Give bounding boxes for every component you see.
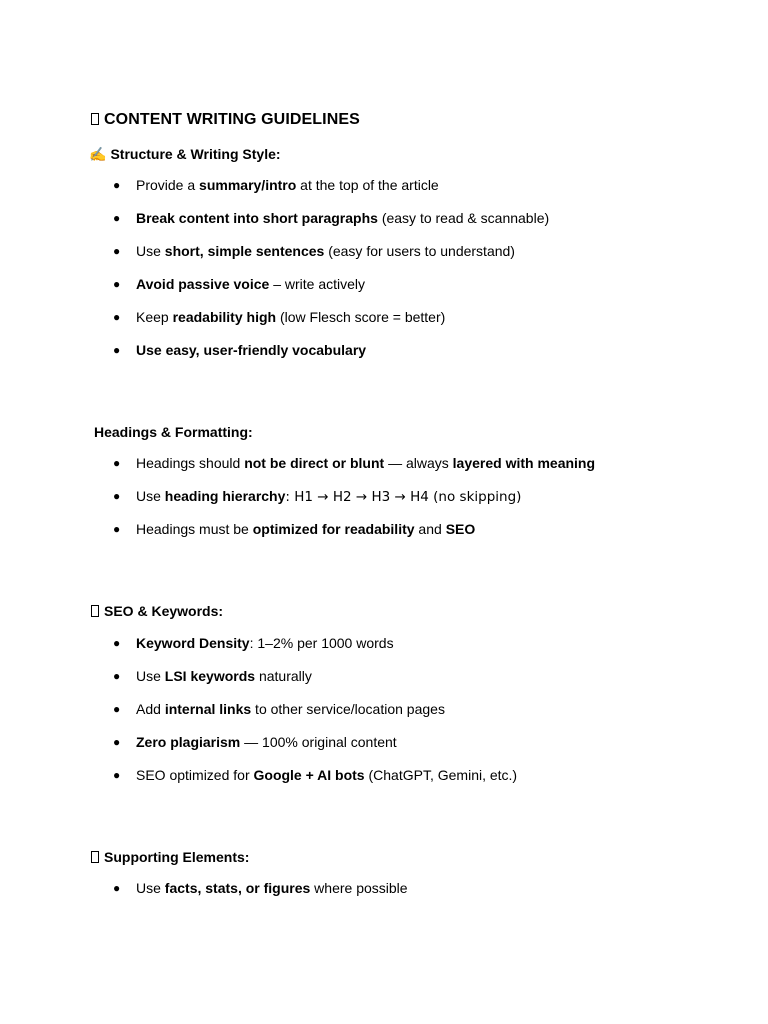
bold-text: LSI keywords <box>164 668 256 684</box>
bullet-icon: ● <box>113 489 121 503</box>
item-text: – write actively <box>269 276 366 292</box>
writing-hand-icon: ✍ <box>89 146 107 162</box>
bold-text: summary/intro <box>199 177 297 193</box>
list-item <box>113 342 549 375</box>
list-item <box>113 635 517 668</box>
item-text: to other service/location pages <box>251 701 445 717</box>
item-text: Add <box>136 701 165 717</box>
list-item <box>113 455 595 488</box>
bullet-icon: ● <box>113 636 121 650</box>
section-heading-supporting: Supporting Elements: <box>91 849 249 865</box>
missing-glyph-box-icon <box>91 851 99 863</box>
bold-text: Keyword Density <box>136 635 250 651</box>
bullet-icon: ● <box>113 310 121 324</box>
bold-text: heading hierarchy <box>164 488 286 504</box>
item-text: — always <box>384 455 453 471</box>
item-text: naturally <box>255 668 312 684</box>
bullet-icon: ● <box>113 343 121 357</box>
bullet-icon: ● <box>113 178 121 192</box>
list-item <box>113 243 549 276</box>
item-text: SEO optimized for <box>136 767 254 783</box>
item-text: Use <box>136 243 165 259</box>
list-supporting <box>113 880 408 913</box>
bullet-icon: ● <box>113 277 121 291</box>
item-text: Headings must be <box>136 521 253 537</box>
list-item <box>113 276 549 309</box>
section-heading-structure: ✍ Structure & Writing Style: <box>89 146 281 162</box>
item-text: (easy to read & scannable) <box>377 210 550 226</box>
item-text: Keep <box>136 309 173 325</box>
list-seo <box>113 635 517 800</box>
item-text: at the top of the article <box>296 177 439 193</box>
item-text: where possible <box>310 880 408 896</box>
item-text: (ChatGPT, Gemini, etc.) <box>364 767 518 783</box>
bold-text: Break content into short paragraphs <box>136 210 378 226</box>
section-heading-headings: Headings & Formatting: <box>94 424 253 440</box>
document-title: CONTENT WRITING GUIDELINES <box>91 111 360 129</box>
bullet-icon: ● <box>113 211 121 225</box>
list-item <box>113 177 549 210</box>
bold-text: Zero plagiarism <box>136 734 241 750</box>
bold-text: layered with meaning <box>452 455 596 471</box>
section-heading-seo: SEO & Keywords: <box>91 603 223 619</box>
bullet-icon: ● <box>113 669 121 683</box>
bold-text: optimized for readability <box>252 521 415 537</box>
bold-text: not be direct or blunt <box>244 455 385 471</box>
bold-text: short, simple sentences <box>164 243 325 259</box>
bold-text: facts, stats, or figures <box>164 880 311 896</box>
item-text: : H1 → H2 → H3 → H4 (no skipping) <box>285 489 522 505</box>
bold-text: Avoid passive voice <box>136 276 270 292</box>
bold-text: Google + AI bots <box>253 767 365 783</box>
bullet-icon: ● <box>113 702 121 716</box>
missing-glyph-box-icon <box>91 605 99 617</box>
list-item <box>113 210 549 243</box>
item-text: Provide a <box>136 177 200 193</box>
item-text: (low Flesch score = better) <box>276 309 446 325</box>
list-item <box>113 880 408 913</box>
bold-text: readability high <box>172 309 277 325</box>
bullet-icon: ● <box>113 881 121 895</box>
bullet-icon: ● <box>113 768 121 782</box>
item-text: Use <box>136 668 165 684</box>
bullet-icon: ● <box>113 735 121 749</box>
item-text: Use <box>136 488 165 504</box>
list-item <box>113 488 595 521</box>
missing-glyph-box-icon <box>91 113 99 125</box>
item-text: : 1–2% per 1000 words <box>249 635 394 651</box>
list-structure <box>113 177 549 375</box>
bold-text: Use easy, user-friendly vocabulary <box>136 342 367 358</box>
list-item <box>113 734 517 767</box>
list-item <box>113 701 517 734</box>
bullet-icon: ● <box>113 456 121 470</box>
bullet-icon: ● <box>113 244 121 258</box>
list-item <box>113 309 549 342</box>
item-text: — 100% original content <box>240 734 397 750</box>
list-item <box>113 668 517 701</box>
list-item <box>113 521 595 554</box>
item-text: Headings should <box>136 455 245 471</box>
bold-text: SEO <box>445 521 476 537</box>
bullet-icon: ● <box>113 522 121 536</box>
item-text: Use <box>136 880 165 896</box>
item-text: (easy for users to understand) <box>324 243 515 259</box>
bold-text: internal links <box>164 701 252 717</box>
list-item <box>113 767 517 800</box>
item-text: and <box>414 521 446 537</box>
list-headings <box>113 455 595 554</box>
